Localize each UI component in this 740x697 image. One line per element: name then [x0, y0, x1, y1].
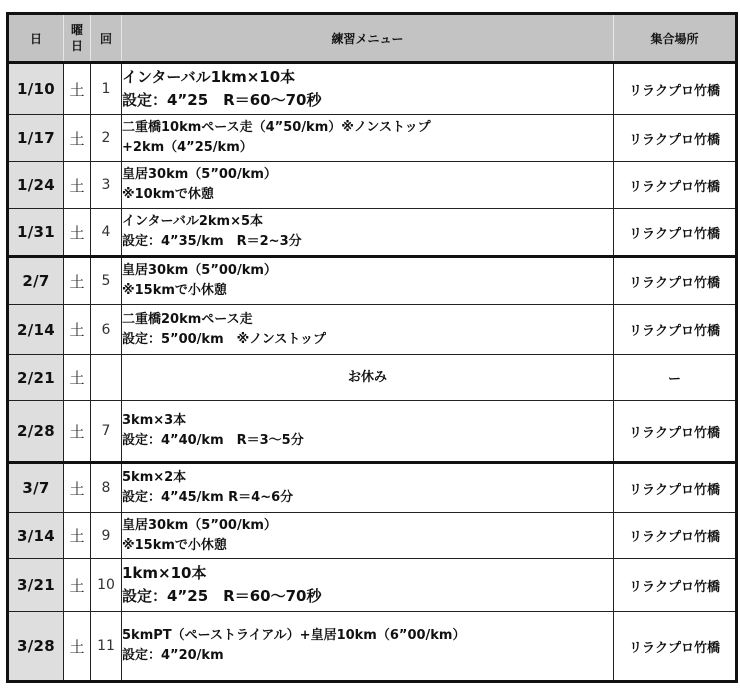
menu-line-1: 二重橋10kmペース走（4”50/km）※ノンストップ: [122, 120, 431, 135]
date-cell: 3/21: [8, 559, 64, 612]
menu-line-1: インターバル2km×5本: [122, 214, 264, 229]
place-cell: リラクプロ竹橋: [614, 209, 737, 257]
table-row: [8, 513, 737, 559]
place-cell: リラクプロ竹橋: [614, 513, 737, 559]
session-cell: 7: [91, 401, 122, 463]
menu-line-1: 皇居30km（5”00/km）: [122, 517, 277, 533]
menu-line-1: お休み: [347, 369, 387, 385]
session-cell: 3: [91, 162, 122, 209]
dow-cell: 土: [64, 513, 91, 559]
menu-line-1: 皇居30km（5”00/km）: [122, 263, 277, 278]
menu-cell: [122, 257, 614, 305]
dow-cell: 土: [64, 209, 91, 257]
table-row: [8, 559, 737, 612]
header-place: 集合場所: [614, 14, 737, 63]
menu-cell: [122, 463, 614, 513]
header-dow-line2: 日: [70, 39, 83, 53]
place-cell: リラクプロ竹橋: [614, 612, 737, 682]
table-row: [8, 63, 737, 115]
date-cell: 3/28: [8, 612, 64, 682]
date-cell: 3/7: [8, 463, 64, 513]
table-row: [8, 355, 737, 401]
menu-cell: [122, 401, 614, 463]
menu-line-1: 5kmPT（ペーストライアル）+皇居10km（6”00/km）: [122, 628, 466, 643]
session-cell: 6: [91, 305, 122, 355]
menu-cell: [122, 559, 614, 612]
date-cell: 2/14: [8, 305, 64, 355]
menu-line-2: +2km（4”25/km）: [122, 140, 253, 155]
dow-cell: 土: [64, 305, 91, 355]
place-cell: リラクプロ竹橋: [614, 115, 737, 162]
table-row: [8, 612, 737, 682]
date-cell: 2/28: [8, 401, 64, 463]
menu-line-1: 5km×2本: [122, 470, 187, 485]
table-row: [8, 162, 737, 209]
place-cell: リラクプロ竹橋: [614, 401, 737, 463]
place-cell: リラクプロ竹橋: [614, 63, 737, 115]
session-cell: 1: [91, 63, 122, 115]
menu-cell: [122, 355, 614, 401]
dow-cell: 土: [64, 612, 91, 682]
header-menu: 練習メニュー: [122, 14, 614, 63]
date-cell: 1/10: [8, 63, 64, 115]
date-cell: 1/24: [8, 162, 64, 209]
menu-line-2: 設定：4”25 R＝60〜70秒: [122, 91, 322, 109]
menu-line-2: ※15kmで小休憩: [122, 283, 227, 298]
menu-line-1: 皇居30km（5”00/km）: [122, 167, 277, 182]
header-day-of-week: [64, 14, 91, 63]
menu-line-2: 設定：4”25 R＝60〜70秒: [122, 587, 322, 605]
place-cell: リラクプロ竹橋: [614, 162, 737, 209]
menu-line-2: ※10kmで休憩: [122, 187, 214, 202]
dow-cell: 土: [64, 401, 91, 463]
menu-cell: [122, 209, 614, 257]
table-row: [8, 209, 737, 257]
table-row: [8, 115, 737, 162]
menu-line-2: ※15kmで小休憩: [122, 537, 227, 553]
dow-cell: 土: [64, 162, 91, 209]
place-cell: リラクプロ竹橋: [614, 305, 737, 355]
menu-cell: [122, 63, 614, 115]
dow-cell: 土: [64, 115, 91, 162]
menu-line-2: 設定：5”00/km ※ノンストップ: [122, 331, 326, 347]
place-cell: ー: [614, 355, 737, 401]
date-cell: 2/7: [8, 257, 64, 305]
menu-line-2: 設定：4”45/km R＝4~6分: [122, 490, 294, 505]
date-cell: 2/21: [8, 355, 64, 401]
header-dow-line1: 曜: [70, 23, 83, 37]
place-cell: リラクプロ竹橋: [614, 559, 737, 612]
menu-line-2: 設定：4”20/km: [122, 648, 224, 663]
table-row: [8, 257, 737, 305]
menu-line-1: 3km×3本: [122, 413, 187, 428]
menu-cell: [122, 513, 614, 559]
dow-cell: 土: [64, 463, 91, 513]
place-cell: リラクプロ竹橋: [614, 257, 737, 305]
table-row: [8, 305, 737, 355]
header-row: [8, 14, 737, 63]
session-cell: 11: [91, 612, 122, 682]
dow-cell: 土: [64, 559, 91, 612]
table-row: [8, 463, 737, 513]
menu-line-1: 1km×10本: [122, 564, 207, 582]
header-date: 日: [8, 14, 64, 63]
menu-cell: [122, 115, 614, 162]
menu-line-2: 設定：4”40/km R＝3〜5分: [122, 433, 304, 448]
header-session: 回: [91, 14, 122, 63]
date-cell: 1/17: [8, 115, 64, 162]
training-schedule-table: [6, 12, 738, 683]
menu-line-1: 二重橋20kmペース走: [122, 311, 253, 327]
dow-cell: 土: [64, 355, 91, 401]
menu-cell: [122, 612, 614, 682]
menu-cell: [122, 162, 614, 209]
session-cell: 5: [91, 257, 122, 305]
date-cell: 3/14: [8, 513, 64, 559]
session-cell: 4: [91, 209, 122, 257]
session-cell: [91, 355, 122, 401]
menu-line-1: インターバル1km×10本: [122, 68, 296, 86]
session-cell: 2: [91, 115, 122, 162]
table-row: [8, 401, 737, 463]
place-cell: リラクプロ竹橋: [614, 463, 737, 513]
menu-line-2: 設定：4”35/km R＝2~3分: [122, 234, 302, 249]
dow-cell: 土: [64, 257, 91, 305]
session-cell: 8: [91, 463, 122, 513]
dow-cell: 土: [64, 63, 91, 115]
menu-cell: [122, 305, 614, 355]
session-cell: 10: [91, 559, 122, 612]
date-cell: 1/31: [8, 209, 64, 257]
session-cell: 9: [91, 513, 122, 559]
